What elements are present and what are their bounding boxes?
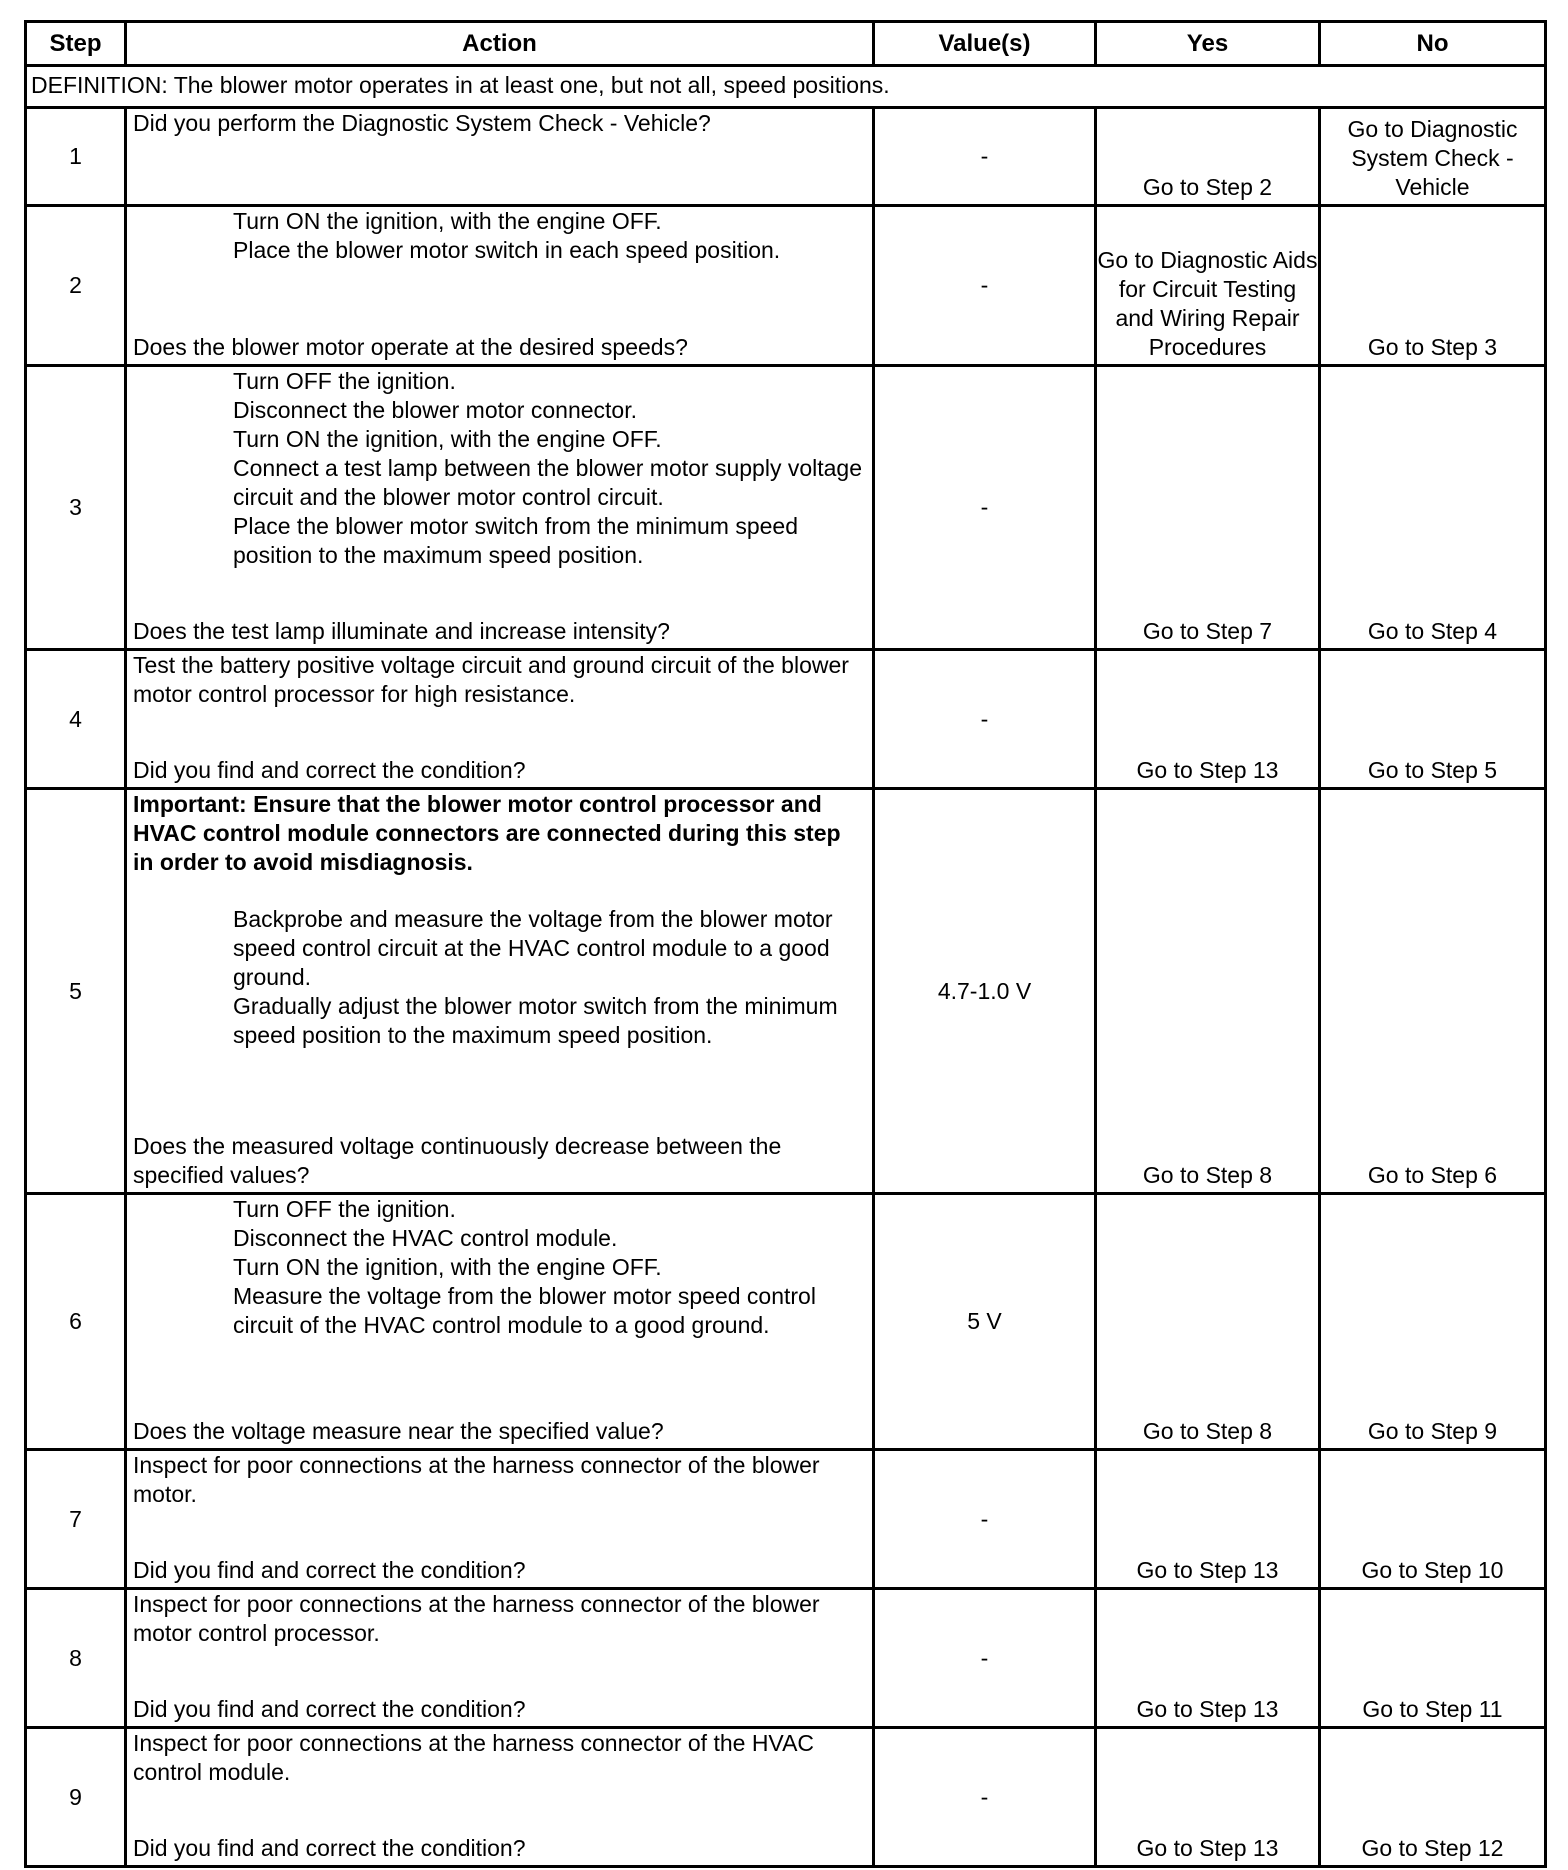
instruction: Backprobe and measure the voltage from the blower motor speed control circuit at the HVAC control module to a good ground. xyxy=(233,906,833,990)
step-number: 7 xyxy=(26,1450,126,1589)
value-cell: - xyxy=(874,1589,1096,1728)
table-row xyxy=(26,1728,1546,1867)
no-cell xyxy=(1320,1589,1546,1728)
instruction: Turn ON the ignition, with the engine OFF. xyxy=(233,426,662,452)
no-cell xyxy=(1320,1728,1546,1867)
table-row xyxy=(26,206,1546,366)
action-question: Did you find and correct the condition? xyxy=(133,1696,526,1722)
header-yes: Yes xyxy=(1096,22,1320,66)
header-step: Step xyxy=(26,22,126,66)
instruction: Measure the voltage from the blower motor speed control circuit of the HVAC control module to a good ground. xyxy=(233,1283,816,1338)
value-cell: - xyxy=(874,1450,1096,1589)
no-link: Go to Step 4 xyxy=(1367,618,1498,644)
action-cell xyxy=(126,1450,874,1589)
yes-link: Go to Step 2 xyxy=(1142,174,1273,200)
action-question: Does the test lamp illuminate and increase intensity? xyxy=(133,618,670,644)
value-cell: 4.7-1.0 V xyxy=(874,789,1096,1194)
action-cell xyxy=(126,206,874,366)
step-number: 4 xyxy=(26,650,126,789)
yes-cell xyxy=(1096,206,1320,366)
instruction: Disconnect the blower motor connector. xyxy=(233,397,637,423)
yes-cell xyxy=(1096,1450,1320,1589)
yes-link: Go to Step 7 xyxy=(1142,618,1273,644)
action-text: Inspect for poor connections at the harness connector of the blower motor control processor. xyxy=(133,1591,820,1646)
step-number: 9 xyxy=(26,1728,126,1867)
value-cell: - xyxy=(874,206,1096,366)
value-cell: - xyxy=(874,1728,1096,1867)
yes-cell xyxy=(1096,1589,1320,1728)
step-number: 3 xyxy=(26,366,126,650)
action-question: Did you find and correct the condition? xyxy=(133,1557,526,1583)
action-cell xyxy=(126,650,874,789)
table-row xyxy=(26,1194,1546,1450)
table-row xyxy=(26,1589,1546,1728)
header-action: Action xyxy=(126,22,874,66)
table-row xyxy=(26,789,1546,1194)
action-text: Test the battery positive voltage circuit and ground circuit of the blower motor control processor for high resistance. xyxy=(133,652,849,707)
value-cell: 5 V xyxy=(874,1194,1096,1450)
action-question: Did you find and correct the condition? xyxy=(133,1835,526,1861)
instruction: Disconnect the HVAC control module. xyxy=(233,1225,618,1251)
yes-link: Go to Step 13 xyxy=(1136,757,1279,783)
instruction: Turn OFF the ignition. xyxy=(233,1196,456,1222)
no-link: Go to Step 3 xyxy=(1367,334,1498,360)
action-question: Does the blower motor operate at the desired speeds? xyxy=(133,334,688,360)
action-cell xyxy=(126,1728,874,1867)
value-cell: - xyxy=(874,366,1096,650)
no-link: Go to Step 10 xyxy=(1361,1557,1504,1583)
step-number: 5 xyxy=(26,789,126,1194)
no-link: Go to Diagnostic System Check - Vehicle xyxy=(1347,116,1518,200)
action-question: Did you find and correct the condition? xyxy=(133,757,526,783)
header-row xyxy=(26,22,1546,66)
yes-link: Go to Step 8 xyxy=(1142,1418,1273,1444)
action-question: Did you perform the Diagnostic System Check - Vehicle? xyxy=(133,110,711,136)
yes-cell xyxy=(1096,789,1320,1194)
yes-link: Go to Step 13 xyxy=(1136,1557,1279,1583)
action-cell xyxy=(126,1194,874,1450)
step-number: 6 xyxy=(26,1194,126,1450)
no-cell xyxy=(1320,1450,1546,1589)
no-link: Go to Step 9 xyxy=(1367,1418,1498,1444)
important-note: Important: Ensure that the blower motor control processor and HVAC control module connectors are connected during this step in order to avoid misdiagnosis. xyxy=(133,791,841,875)
yes-link: Go to Step 13 xyxy=(1136,1835,1279,1861)
instruction: Turn ON the ignition, with the engine OFF. xyxy=(233,208,662,234)
yes-cell xyxy=(1096,650,1320,789)
yes-cell xyxy=(1096,1728,1320,1867)
step-number: 8 xyxy=(26,1589,126,1728)
yes-link: Go to Step 8 xyxy=(1142,1162,1273,1188)
no-link: Go to Step 12 xyxy=(1361,1835,1504,1861)
table-row xyxy=(26,366,1546,650)
no-cell xyxy=(1320,206,1546,366)
yes-link: Go to Step 13 xyxy=(1136,1696,1279,1722)
definition-text: DEFINITION: The blower motor operates in at least one, but not all, speed positions. xyxy=(26,66,1546,108)
no-link: Go to Step 11 xyxy=(1362,1696,1503,1722)
instruction: Gradually adjust the blower motor switch from the minimum speed position to the maximum speed position. xyxy=(233,993,838,1048)
action-text: Inspect for poor connections at the harness connector of the HVAC control module. xyxy=(133,1730,815,1785)
header-values: Value(s) xyxy=(874,22,1096,66)
no-link: Go to Step 5 xyxy=(1367,757,1498,783)
action-cell xyxy=(126,108,874,206)
no-cell xyxy=(1320,789,1546,1194)
table-row xyxy=(26,650,1546,789)
yes-cell xyxy=(1096,108,1320,206)
no-cell xyxy=(1320,650,1546,789)
action-cell xyxy=(126,789,874,1194)
diagnostic-table xyxy=(24,20,1547,1868)
yes-link: Go to Diagnostic Aids for Circuit Testing and Wiring Repair Procedures xyxy=(1097,247,1318,360)
instruction: Connect a test lamp between the blower motor supply voltage circuit and the blower motor control circuit. xyxy=(233,455,863,510)
no-cell xyxy=(1320,1194,1546,1450)
action-text: Inspect for poor connections at the harness connector of the blower motor. xyxy=(133,1452,820,1507)
value-cell: - xyxy=(874,108,1096,206)
instruction: Place the blower motor switch in each speed position. xyxy=(233,237,781,263)
table-row xyxy=(26,1450,1546,1589)
yes-cell xyxy=(1096,1194,1320,1450)
step-number: 2 xyxy=(26,206,126,366)
instruction: Turn OFF the ignition. xyxy=(233,368,456,394)
action-question: Does the voltage measure near the specified value? xyxy=(133,1418,664,1444)
no-link: Go to Step 6 xyxy=(1367,1162,1498,1188)
instruction: Turn ON the ignition, with the engine OFF. xyxy=(233,1254,662,1280)
value-cell: - xyxy=(874,650,1096,789)
instruction: Place the blower motor switch from the minimum speed position to the maximum speed position. xyxy=(233,513,798,568)
definition-row xyxy=(26,66,1546,108)
yes-cell xyxy=(1096,366,1320,650)
action-cell xyxy=(126,366,874,650)
no-cell xyxy=(1320,108,1546,206)
action-cell xyxy=(126,1589,874,1728)
no-cell xyxy=(1320,366,1546,650)
step-number: 1 xyxy=(26,108,126,206)
header-no: No xyxy=(1320,22,1546,66)
action-question: Does the measured voltage continuously decrease between the specified values? xyxy=(133,1133,782,1188)
table-row xyxy=(26,108,1546,206)
